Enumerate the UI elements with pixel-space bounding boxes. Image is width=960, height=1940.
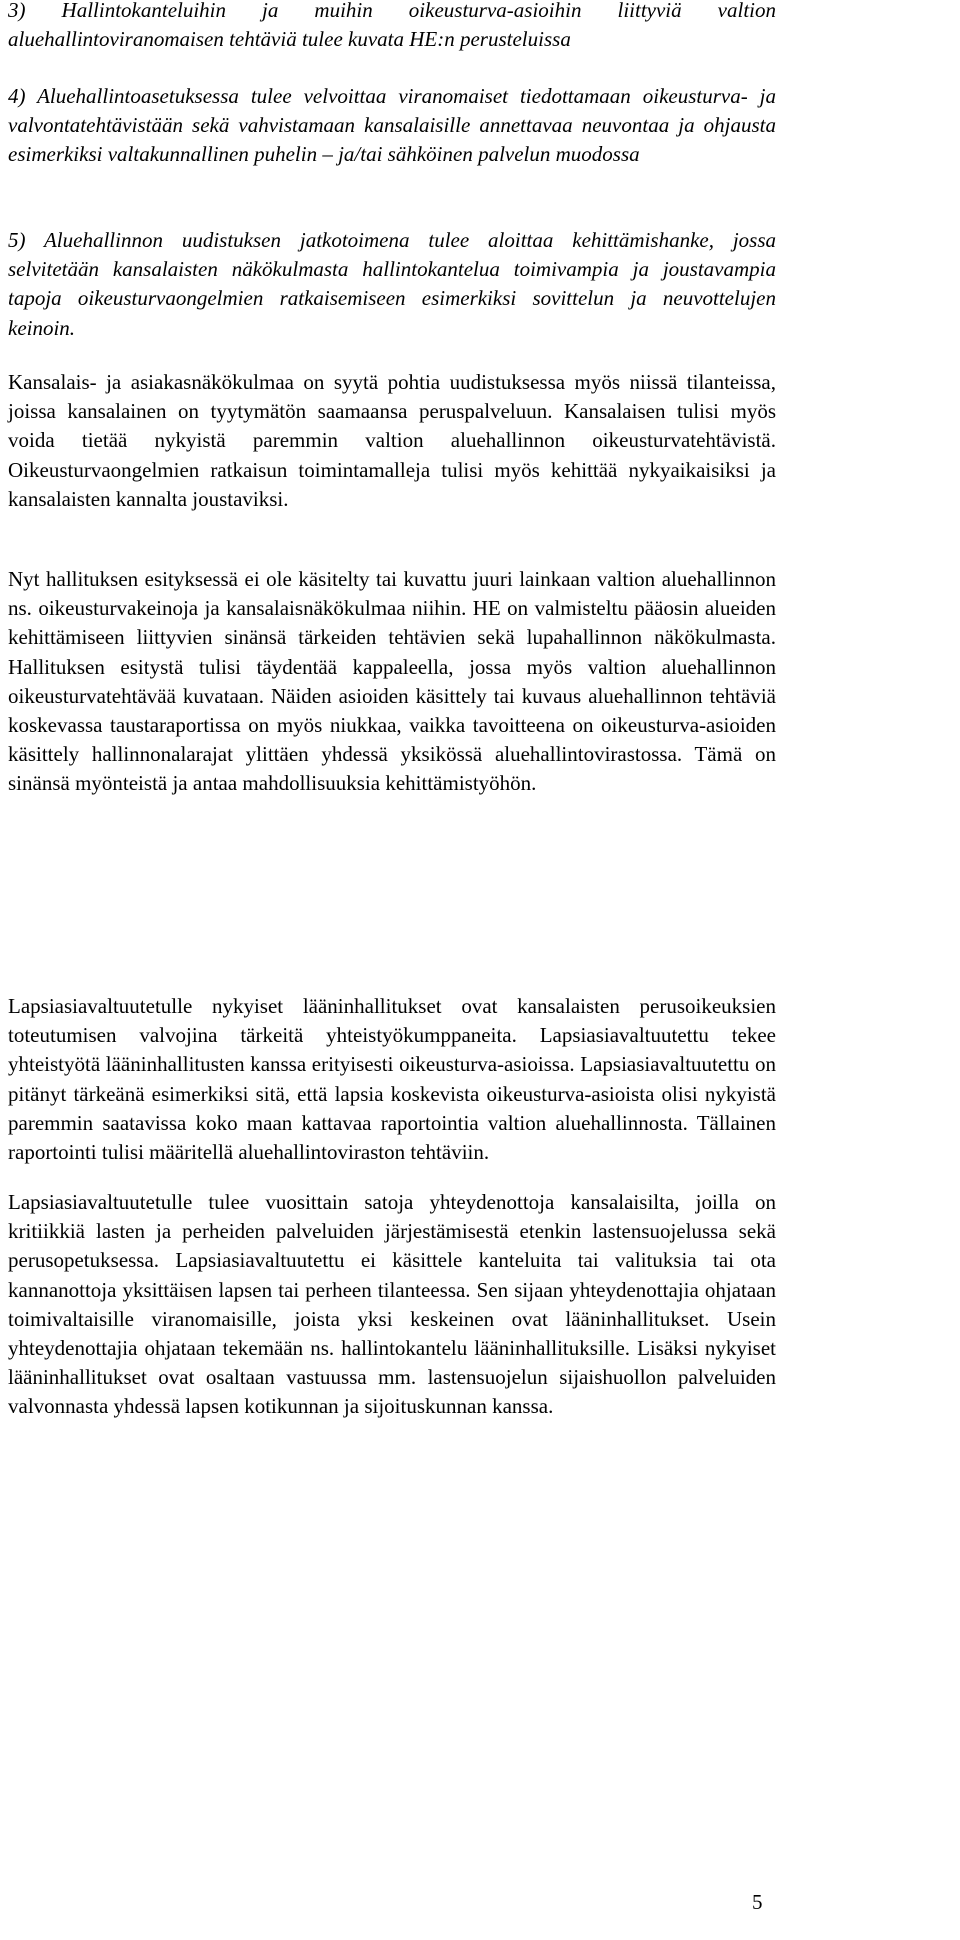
body-paragraph-ombudsman-cooperation: Lapsiasiavaltuutetulle nykyiset lääninhallitukset ovat kansalaisten perusoikeuksien toteutumisen valvojina tärkeitä yhteistyökumppaneita. Lapsiasiavaltuutettu tekee yhteistyötä lääninhallitusten kanssa erityisesti oikeusturva-asioissa. Lapsiasiavaltuutettu on pitänyt tärkeänä esimerkiksi sitä, että lapsia koskevista oikeusturva-asioista olisi nykyistä paremmin saatavissa koko maan kattavaa raportointia valtion aluehallinnosta. Tällainen raportointi tulisi määritellä aluehallintoviraston tehtäviin. — [8, 994, 776, 1165]
body-paragraph-citizen-perspective: Kansalais- ja asiakasnäkökulmaa on syytä pohtia uudistuksessa myös niissä tilanteissa, joissa kansalainen on tyytymätön saamaansa peruspalveluun. Kansalaisen tulisi myös voida tietää nykyistä paremmin valtion aluehallinnon oikeusturvatehtävistä. Oikeusturvaongelmien ratkaisun toimintamalleja tulisi myös kehittää nykyaikaisiksi ja kansalaisten kannalta joustaviksi. — [8, 370, 776, 511]
recommendation-3: 3) Hallintokanteluihin ja muihin oikeusturva-asioihin liittyviä valtion aluehallintoviranomaisen tehtäviä tulee kuvata HE:n perusteluissa — [8, 0, 776, 52]
recommendation-4: 4) Aluehallintoasetuksessa tulee velvoittaa viranomaiset tiedottamaan oikeusturva- ja valvontatehtävistään sekä vahvistamaan kansalaisille annettavaa neuvontaa ja ohjausta esimerkiksi valtakunnallinen puhelin – ja/tai sähköinen palvelun muodossa — [8, 84, 776, 167]
recommendation-5: 5) Aluehallinnon uudistuksen jatkotoimena tulee aloittaa kehittämishanke, jossa selvitetään kansalaisten näkökulmasta hallintokantelua toimivampia ja joustavampia tapoja oikeusturvaongelmien ratkaisemiseen esimerkiksi sovittelun ja neuvottelujen keinoin. — [8, 228, 776, 340]
body-paragraph-government-proposal: Nyt hallituksen esityksessä ei ole käsitelty tai kuvattu juuri lainkaan valtion aluehallinnon ns. oikeusturvakeinoja ja kansalaisnäkökulmaa niihin. HE on valmisteltu pääosin alueiden kehittämiseen liittyvien sinänsä tärkeiden tehtävien sekä lupahallinnon näkökulmasta. Hallituksen esitystä tulisi täydentää kappaleella, jossa myös valtion aluehallinnon oikeusturvatehtävää kuvataan. Näiden asioiden käsittely tai kuvaus aluehallinnon tehtäviä koskevassa taustaraportissa on myös niukkaa, vaikka tavoitteena on oikeusturva-asioiden käsittely hallinnonalarajat ylittäen yhdessä yksikössä aluehallintovirastossa. Tämä on sinänsä myönteistä ja antaa mahdollisuuksia kehittämistyöhön. — [8, 567, 776, 796]
page-number: 5 — [752, 1890, 763, 1914]
body-paragraph-ombudsman-contacts: Lapsiasiavaltuutetulle tulee vuosittain satoja yhteydenottoja kansalaisilta, joilla on kritiikkiä lasten ja perheiden palveluiden järjestämisestä etenkin lastensuojelussa sekä perusopetuksessa. Lapsiasiavaltuutettu ei käsittele kanteluita tai valituksia tai ota kannanottoja yksittäisen lapsen tai perheen tilanteessa. Sen sijaan yhteydenottajia ohjataan toimivaltaisille viranomaisille, joista yksi keskeinen ovat lääninhallitukset. Usein yhteydenottajia ohjataan tekemään ns. hallintokantelu lääninhallituksille. Lisäksi nykyiset lääninhallitukset ovat osaltaan vastuussa mm. lastensuojelun sijaishuollon palveluiden valvonnasta yhdessä lapsen kotikunnan ja sijoituskunnan kanssa. — [8, 1190, 776, 1419]
